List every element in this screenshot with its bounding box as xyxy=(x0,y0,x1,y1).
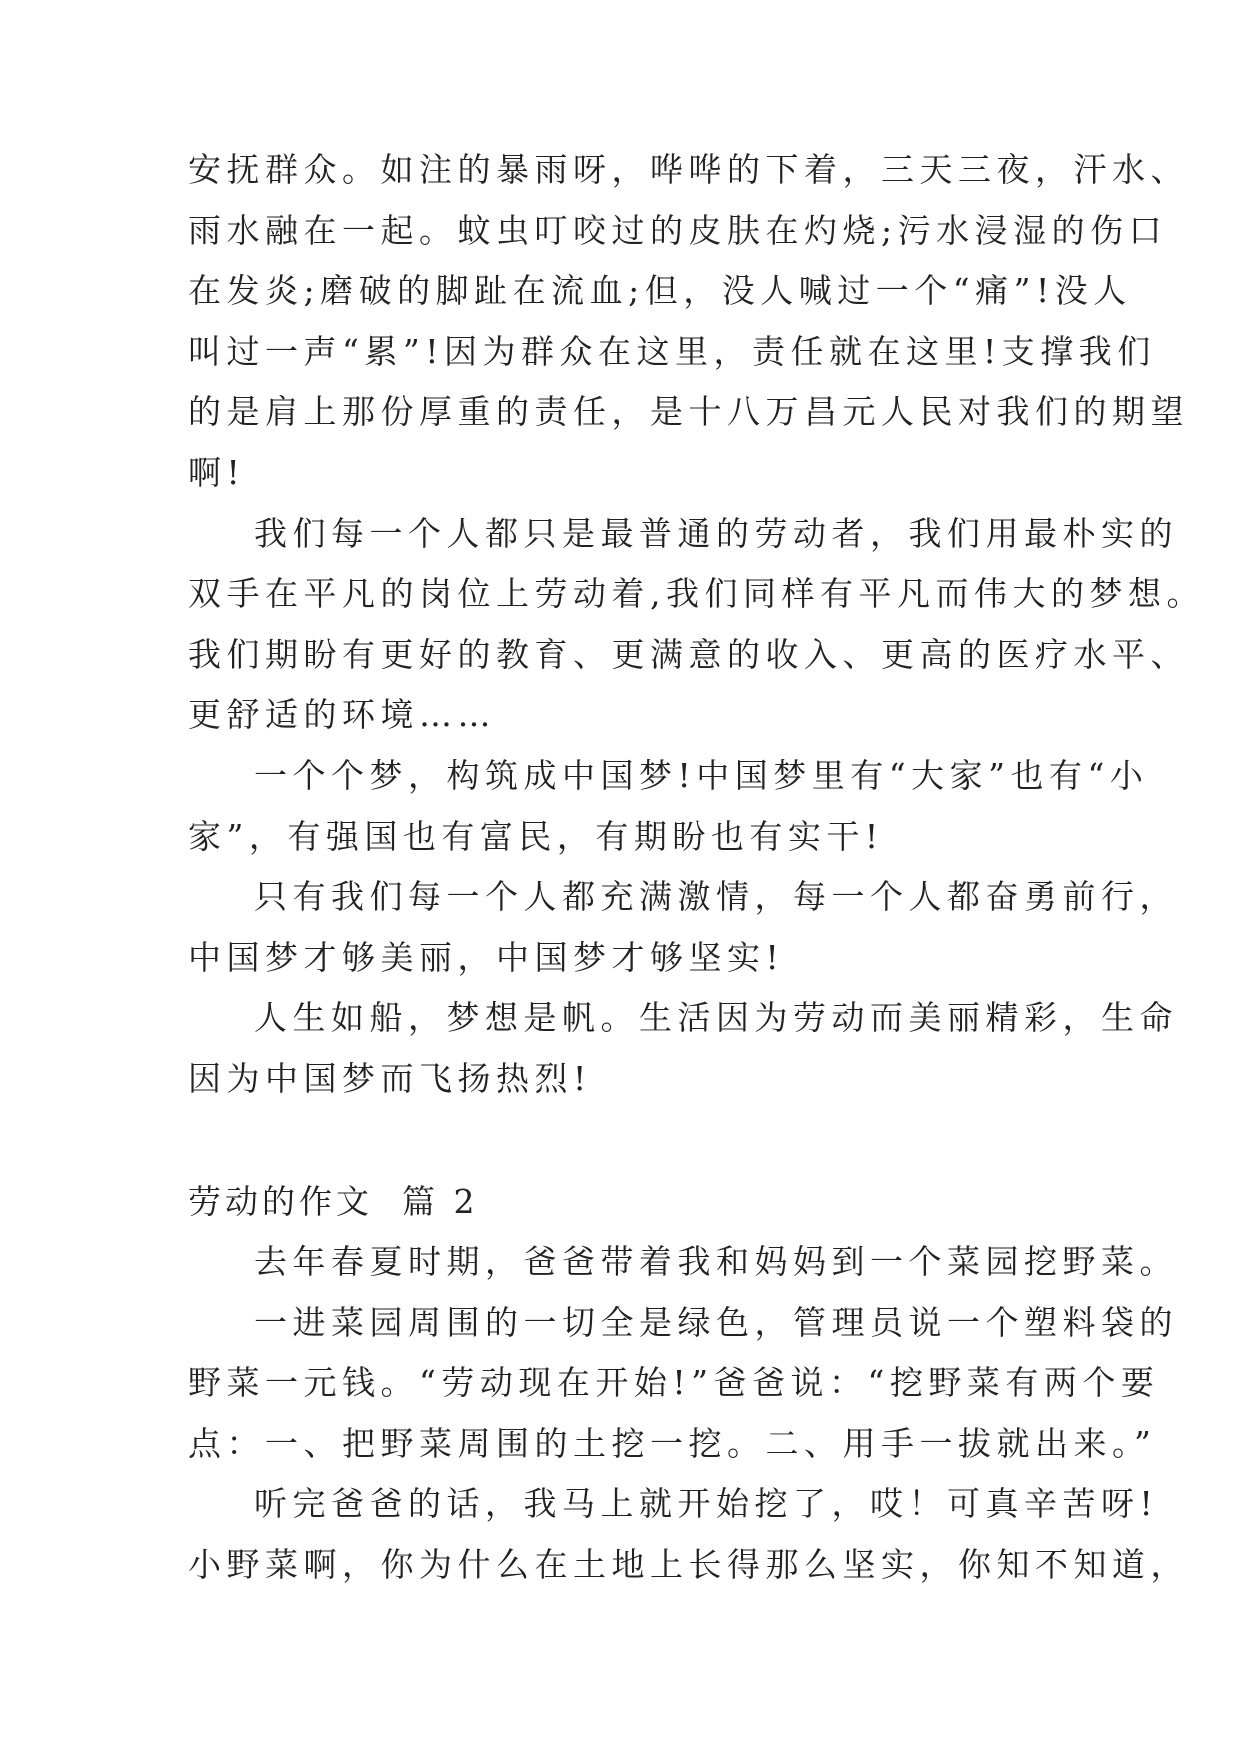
text-line: 野菜一元钱。“劳动现在开始!”爸爸说：“挖野菜有两个要 xyxy=(188,1363,1160,1403)
section-gap xyxy=(188,1110,1068,1172)
text-line: 只有我们每一个人都充满激情，每一个人都奋勇前行， xyxy=(254,877,1178,917)
text-line: 因为中国梦而飞扬热烈! xyxy=(188,1058,592,1098)
text-line: 一个个梦，构筑成中国梦!中国梦里有“大家”也有“小 xyxy=(254,755,1149,795)
text-line: 听完爸爸的话，我马上就开始挖了，哎！可真辛苦呀! xyxy=(254,1484,1159,1524)
text-line: 去年春夏时期，爸爸带着我和妈妈到一个菜园挖野菜。 xyxy=(254,1242,1178,1282)
text-line: 在发炎;磨破的脚趾在流血;但，没人喊过一个“痛”!没人 xyxy=(188,271,1132,311)
paragraph xyxy=(188,504,1205,746)
text-line: 一进菜园周围的一切全是绿色，管理员说一个塑料袋的 xyxy=(254,1302,1178,1342)
text-line: 我们每一个人都只是最普通的劳动者，我们用最朴实的 xyxy=(254,513,1178,553)
paragraph xyxy=(188,1293,1178,1475)
paragraph xyxy=(188,746,1149,867)
paragraph xyxy=(188,988,1178,1109)
text-line: 啊! xyxy=(188,452,246,492)
text-line: 中国梦才够美丽，中国梦才够坚实! xyxy=(188,937,785,977)
document-page xyxy=(188,140,1205,1596)
section-heading: 劳动的作文 篇 2 xyxy=(188,1181,479,1221)
text-line: 叫过一声“累”!因为群众在这里，责任就在这里!支撑我们 xyxy=(188,331,1156,371)
text-line: 我们期盼有更好的教育、更满意的收入、更高的医疗水平、 xyxy=(188,634,1189,674)
paragraph xyxy=(188,1232,1178,1293)
text-line: 更舒适的环境…… xyxy=(188,695,496,735)
paragraph xyxy=(188,1474,1189,1595)
text-line: 点：一、把野菜周围的土挖一挖。二、用手一拔就出来。” xyxy=(188,1423,1157,1463)
paragraph xyxy=(188,140,1189,504)
text-line: 双手在平凡的岗位上劳动着,我们同样有平凡而伟大的梦想。 xyxy=(188,574,1205,614)
paragraph xyxy=(188,867,1178,988)
text-line: 雨水融在一起。蚊虫叮咬过的皮肤在灼烧;污水浸湿的伤口 xyxy=(188,210,1168,250)
text-line: 的是肩上那份厚重的责任，是十八万昌元人民对我们的期望 xyxy=(188,392,1189,432)
text-line: 人生如船，梦想是帆。生活因为劳动而美丽精彩，生命 xyxy=(254,998,1178,1038)
text-line: 家”，有强国也有富民，有期盼也有实干! xyxy=(188,816,884,856)
text-line: 小野菜啊，你为什么在土地上长得那么坚实，你知不知道， xyxy=(188,1545,1189,1585)
text-line: 安抚群众。如注的暴雨呀，哗哗的下着，三天三夜，汗水、 xyxy=(188,150,1189,189)
